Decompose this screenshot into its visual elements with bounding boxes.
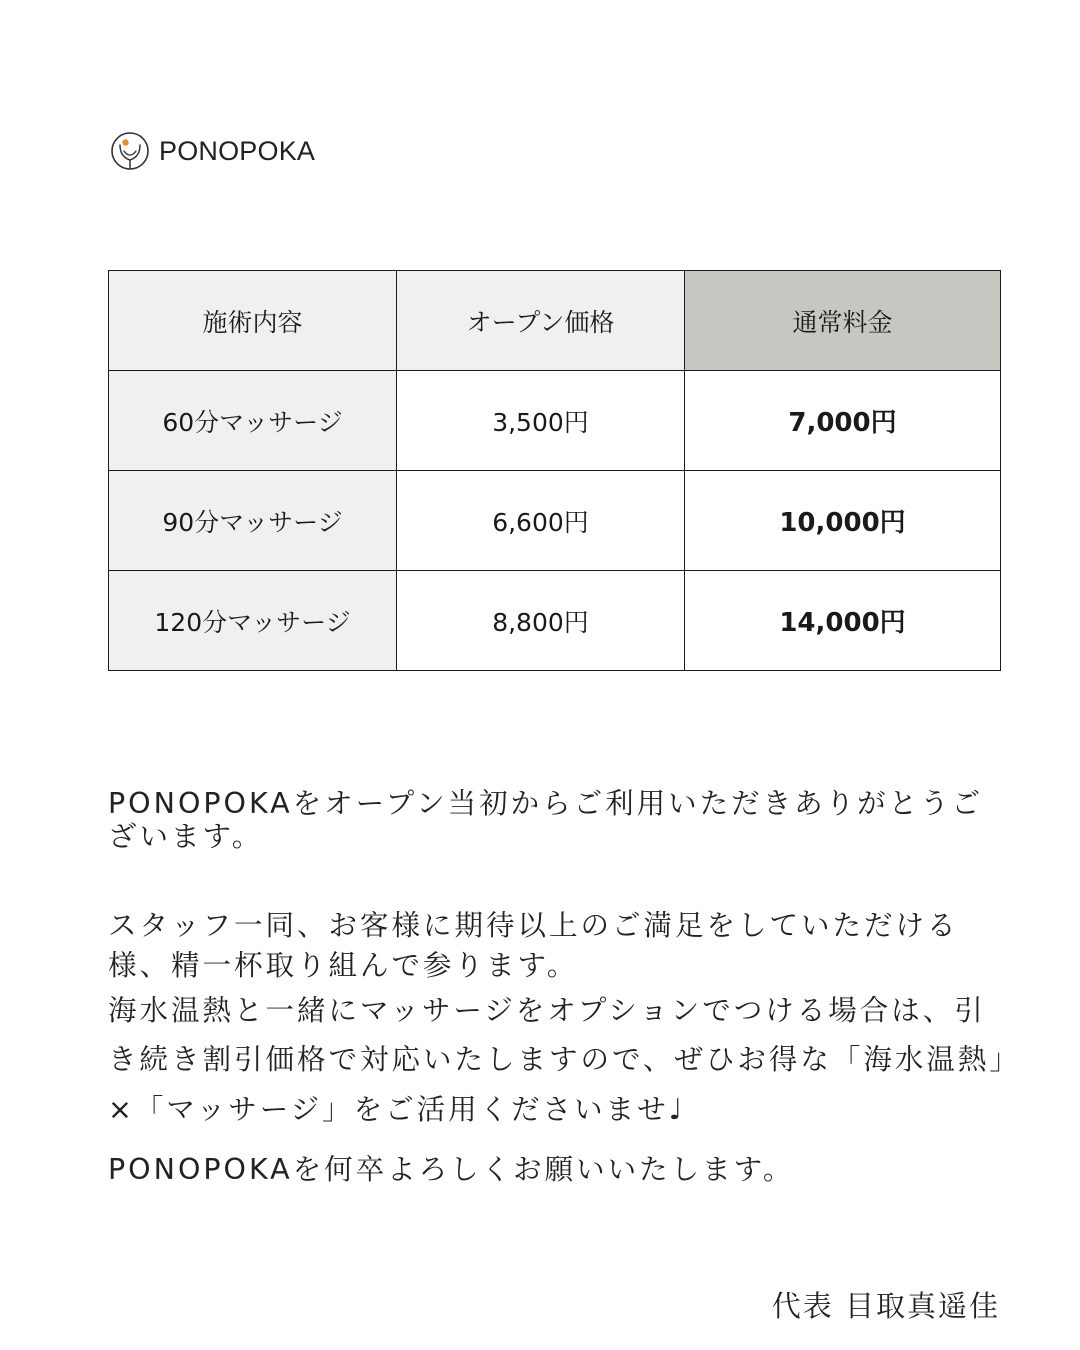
header-service: 施術内容 [109,271,397,371]
hands-cradling-sun-icon [110,131,150,171]
open-price: 3,500円 [397,371,685,471]
message-paragraph-commitment: スタッフ一同、お客様に期待以上のご満足をしていただける様、精一杯取り組んで参ります。 [108,908,959,982]
regular-price: 7,000円 [685,371,1001,471]
table-row [109,571,1001,671]
signature: 代表 目取真遥佳 [771,1289,1000,1323]
message-paragraph-closing: PONOPOKAを何卒よろしくお願いいたします。 [108,1152,795,1186]
header-regular-price: 通常料金 [685,271,1001,371]
table-header-row [109,271,1001,371]
table-row [109,371,1001,471]
regular-price: 10,000円 [685,471,1001,571]
message-paragraph-option: 海水温熱と一緒にマッサージをオプションでつける場合は、引き続き割引価格で対応いたしますので、ぜひお得な「海水温熱」×「マッサージ」をご活用くださいませ♩ [108,994,1007,1126]
service-name: 90分マッサージ [109,471,397,571]
brand-header [110,130,315,172]
open-price: 8,800円 [397,571,685,671]
open-price: 6,600円 [397,471,685,571]
greeting-message [108,788,1008,1186]
brand-name: PONOPOKA [159,135,316,166]
table-row [109,471,1001,571]
price-table [108,270,1001,671]
service-name: 120分マッサージ [109,571,397,671]
service-name: 60分マッサージ [109,371,397,471]
header-open-price: オープン価格 [397,271,685,371]
regular-price: 14,000円 [685,571,1001,671]
message-paragraph-thanks: PONOPOKAをオープン当初からご利用いただきありがとうございます。 [108,787,984,853]
